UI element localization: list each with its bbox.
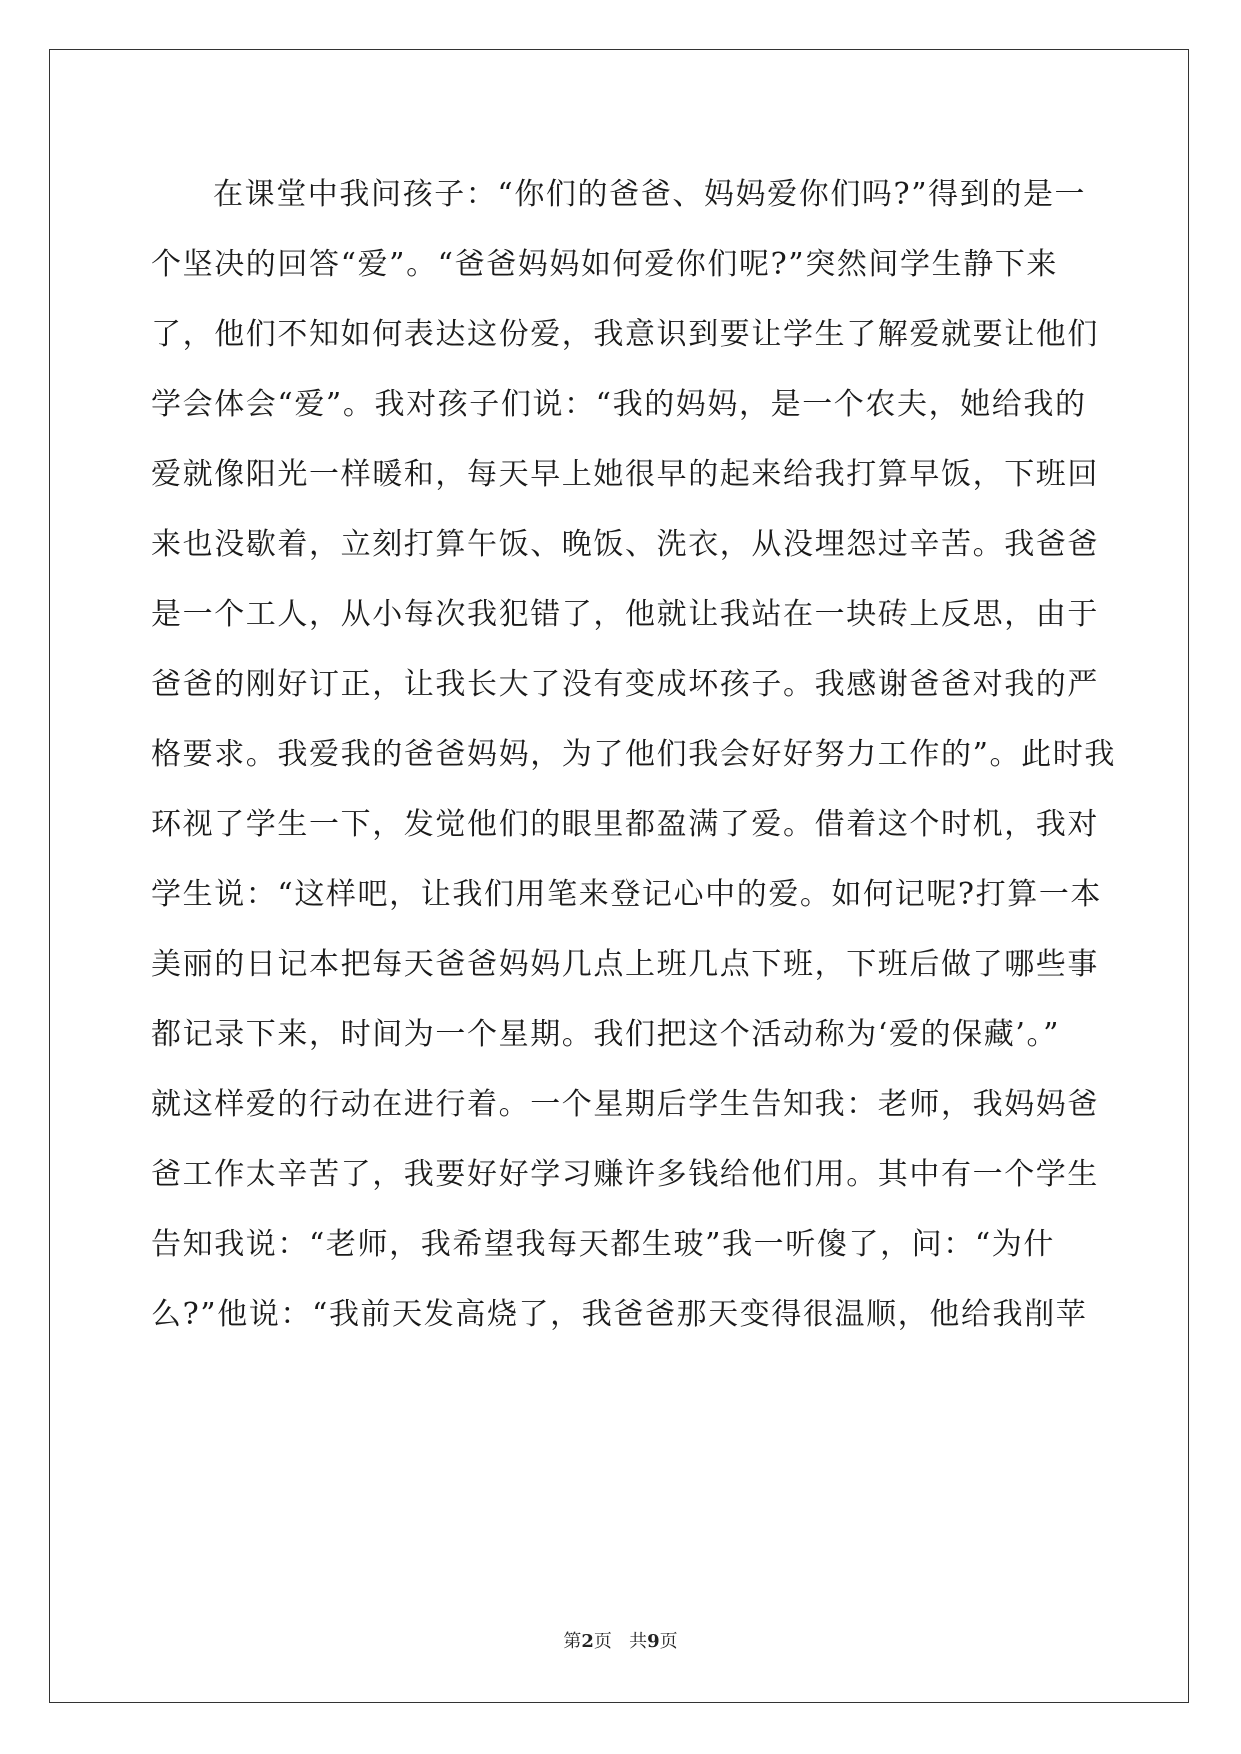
page-footer [0,1627,1241,1653]
text-line: 了，他们不知如何表达这份爱，我意识到要让学生了解爱就要让他们 [151,317,1099,352]
text-line: 个坚决的回答“爱”。“爸爸妈妈如何爱你们呢?”突然间学生静下来 [151,247,1059,282]
page-number: 2 [581,1631,594,1652]
text-line: 学会体会“爱”。我对孩子们说：“我的妈妈，是一个农夫，她给我的 [151,387,1087,422]
text-line: 么?”他说：“我前天发高烧了，我爸爸那天变得很温顺，他给我削苹 [151,1297,1088,1332]
text-line: 环视了学生一下，发觉他们的眼里都盈满了爱。借着这个时机，我对 [151,807,1099,842]
page-total: 9 [647,1631,660,1652]
text-line: 就这样爱的行动在进行着。一个星期后学生告知我：老师，我妈妈爸 [151,1087,1099,1122]
text-line: 爱就像阳光一样暖和，每天早上她很早的起来给我打算早饭，下班回 [151,457,1099,492]
text-line: 爸工作太辛苦了，我要好好学习赚许多钱给他们用。其中有一个学生 [151,1157,1099,1192]
text-line: 是一个工人，从小每次我犯错了，他就让我站在一块砖上反思，由于 [151,597,1099,632]
document-body [151,160,1116,1350]
text-line: 来也没歇着，立刻打算午饭、晚饭、洗衣，从没埋怨过辛苦。我爸爸 [151,527,1099,562]
text-line: 学生说：“这样吧，让我们用笔来登记心中的爱。如何记呢?打算一本 [151,877,1103,912]
text-line: 爸爸的刚好订正，让我长大了没有变成坏孩子。我感谢爸爸对我的严 [151,667,1099,702]
total-unit: 页 [659,1631,678,1652]
text-line: 在课堂中我问孩子：“你们的爸爸、妈妈爱你们吗?”得到的是一 [213,177,1087,212]
page-prefix: 第 [563,1631,582,1652]
total-prefix: 共 [629,1631,648,1652]
text-line: 都记录下来，时间为一个星期。我们把这个活动称为‘爱的保藏’。” [151,1017,1061,1052]
page-unit: 页 [593,1631,612,1652]
text-line: 格要求。我爱我的爸爸妈妈，为了他们我会好好努力工作的”。此时我 [151,737,1116,772]
text-line: 美丽的日记本把每天爸爸妈妈几点上班几点下班，下班后做了哪些事 [151,947,1099,982]
text-line: 告知我说：“老师，我希望我每天都生玻”我一听傻了，问：“为什 [151,1227,1056,1262]
